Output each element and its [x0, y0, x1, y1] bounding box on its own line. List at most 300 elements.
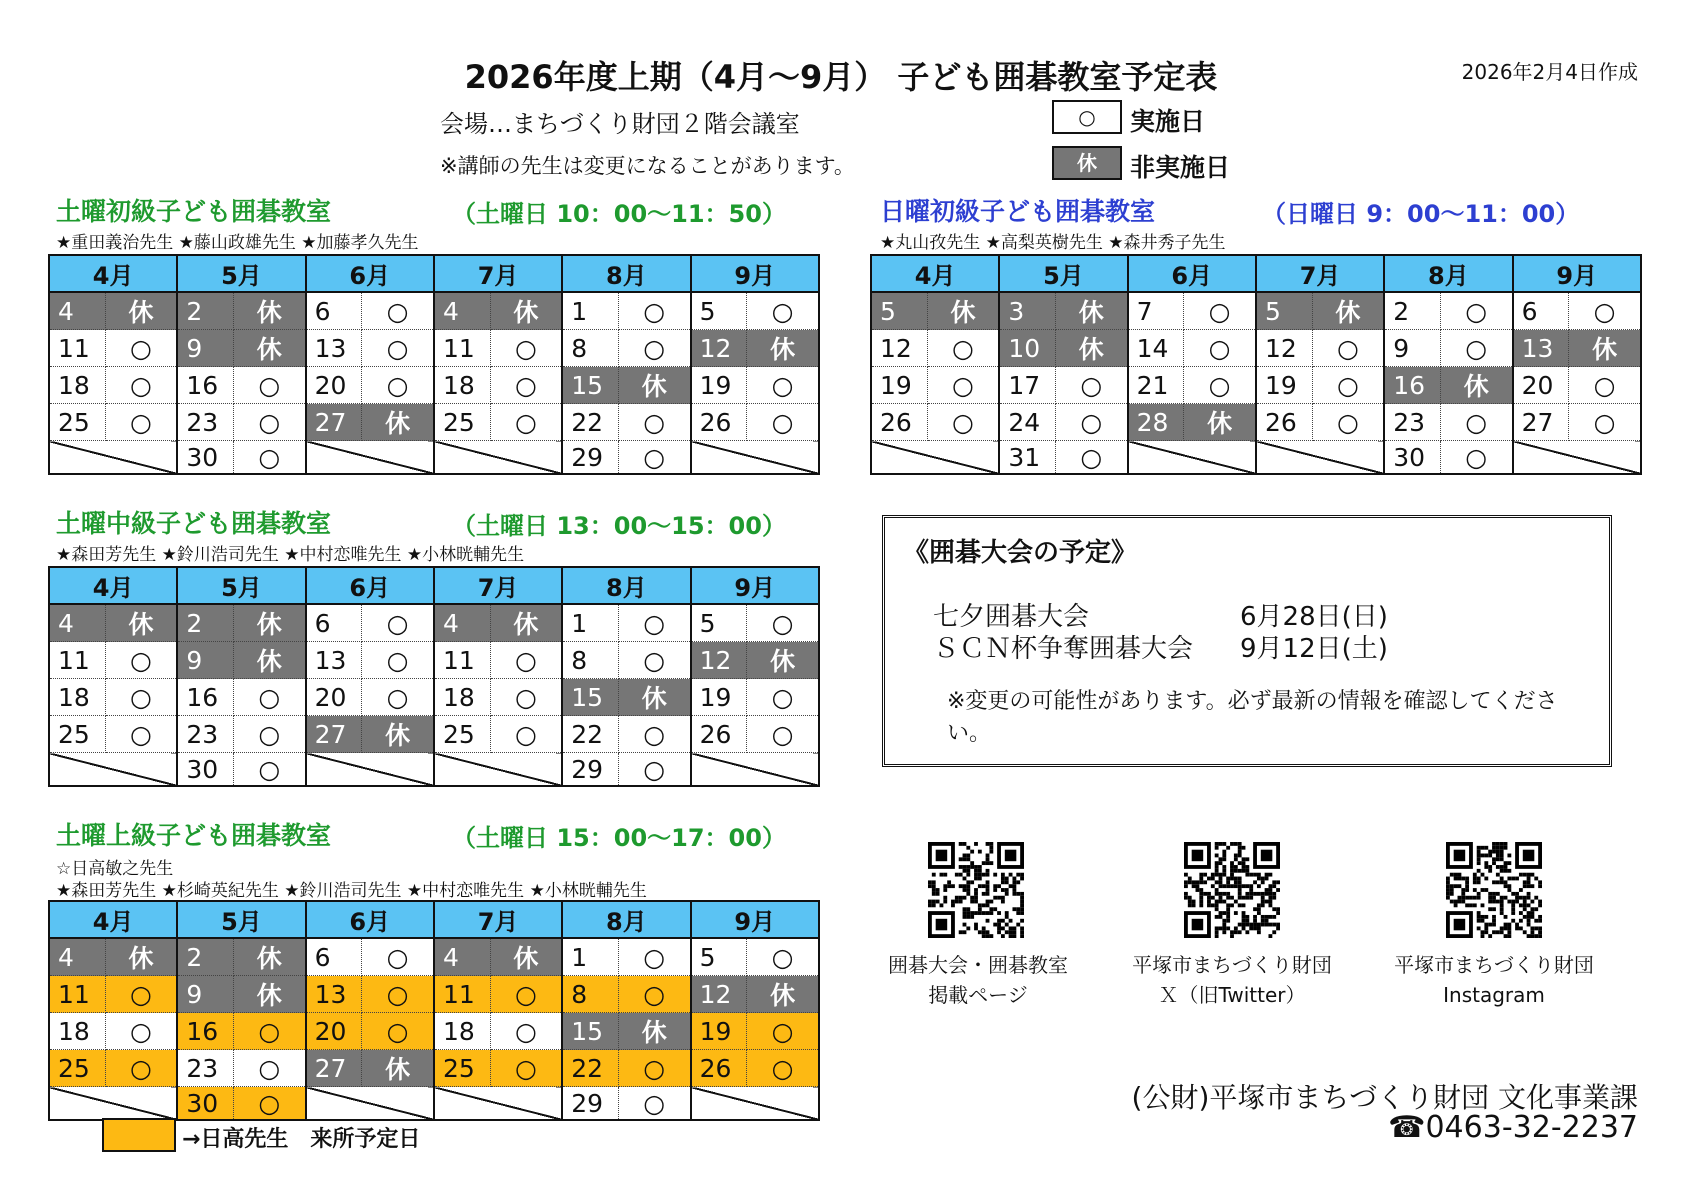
calendar-week-row [871, 404, 1641, 441]
held-day-mark: ○ [747, 716, 819, 753]
off-day-mark: 休 [618, 1013, 690, 1050]
calendar-week-row [49, 753, 819, 787]
month-header: 8月 [1384, 255, 1512, 292]
month-header: 8月 [562, 255, 690, 292]
month-header: 5月 [177, 567, 305, 604]
date-cell: 27 [306, 404, 362, 441]
held-day-mark: ○ [105, 976, 177, 1013]
month-header: 5月 [177, 255, 305, 292]
month-header: 7月 [1256, 255, 1384, 292]
held-day-mark: ○ [618, 441, 690, 475]
date-cell: 13 [306, 976, 362, 1013]
held-day-mark: ○ [233, 753, 305, 787]
date-cell: 2 [1384, 292, 1440, 330]
date-cell: 9 [1384, 330, 1440, 367]
date-cell: 19 [691, 1013, 747, 1050]
date-cell: 18 [434, 1013, 490, 1050]
calendar-week-row [49, 330, 819, 367]
page-title: 2026年度上期（4月～9月） 子ども囲碁教室予定表 [464, 58, 1218, 96]
date-cell: 14 [1128, 330, 1184, 367]
date-cell: 24 [999, 404, 1055, 441]
held-day-mark: ○ [1055, 367, 1127, 404]
month-header: 4月 [49, 255, 177, 292]
calendar-week-row [49, 642, 819, 679]
date-cell: 26 [691, 404, 747, 441]
held-day-mark: ○ [618, 716, 690, 753]
date-cell: 25 [49, 716, 105, 753]
calendar-week-row [49, 1013, 819, 1050]
tournament-event-date: 6月28日(日) [1240, 602, 1388, 632]
month-header: 8月 [562, 567, 690, 604]
date-cell: 8 [562, 330, 618, 367]
calendar-week-row [49, 679, 819, 716]
held-day-mark: ○ [490, 716, 562, 753]
held-day-mark: ○ [362, 1013, 434, 1050]
held-day-mark: ○ [747, 367, 819, 404]
date-cell: 27 [306, 1050, 362, 1087]
held-day-mark: ○ [233, 404, 305, 441]
held-day-mark: ○ [233, 1050, 305, 1087]
held-day-mark: ○ [927, 367, 999, 404]
date-cell: 12 [691, 642, 747, 679]
teachers-sat-advanced-assist: ★森田芳先生 ★杉崎英紀先生 ★鈴川浩司先生 ★中村恋唯先生 ★小林晄輔先生 [56, 881, 647, 901]
held-day-mark: ○ [747, 1013, 819, 1050]
date-cell: 12 [691, 976, 747, 1013]
date-cell: 30 [177, 441, 233, 475]
held-day-mark: ○ [1184, 330, 1256, 367]
date-cell: 11 [434, 642, 490, 679]
held-day-mark: ○ [105, 642, 177, 679]
off-day-mark: 休 [233, 330, 305, 367]
held-day-mark: ○ [1440, 441, 1512, 475]
calendar-week-row [871, 367, 1641, 404]
month-header: 8月 [562, 901, 690, 938]
month-header: 7月 [434, 255, 562, 292]
calendar-header-row [871, 255, 1641, 292]
date-cell: 16 [177, 367, 233, 404]
highlight-legend-swatch [102, 1118, 176, 1152]
qr-caption-line: 平塚市まちづくり財団 [1132, 953, 1332, 977]
held-day-mark: ○ [927, 330, 999, 367]
date-cell: 5 [1256, 292, 1312, 330]
empty-cell [1128, 441, 1256, 475]
date-cell: 4 [49, 292, 105, 330]
empty-cell [434, 753, 562, 787]
date-cell: 4 [434, 292, 490, 330]
class-time-sun-beginner: （日曜日 9：00～11：00） [1262, 200, 1580, 228]
held-day-mark: ○ [105, 330, 177, 367]
empty-cell [49, 1087, 177, 1121]
date-cell: 27 [306, 716, 362, 753]
date-cell: 23 [177, 716, 233, 753]
date-cell: 21 [1128, 367, 1184, 404]
held-day-mark: ○ [490, 1050, 562, 1087]
date-cell: 11 [49, 976, 105, 1013]
date-cell: 26 [1256, 404, 1312, 441]
held-day-mark: ○ [105, 1013, 177, 1050]
date-cell: 30 [1384, 441, 1440, 475]
off-day-mark: 休 [362, 1050, 434, 1087]
date-cell: 19 [871, 367, 927, 404]
held-day-mark: ○ [618, 404, 690, 441]
tournament-event-date: 9月12日(土) [1240, 634, 1388, 664]
held-day-mark: ○ [747, 938, 819, 976]
date-cell: 7 [1128, 292, 1184, 330]
class-time-sat-beginner: （土曜日 10：00～11：50） [452, 200, 786, 228]
legend-off-box: 休 [1052, 146, 1122, 180]
off-day-mark: 休 [105, 938, 177, 976]
date-cell: 2 [177, 938, 233, 976]
off-day-mark: 休 [747, 976, 819, 1013]
calendar-week-row [49, 441, 819, 475]
month-header: 9月 [691, 255, 819, 292]
class-time-sat-intermediate: （土曜日 13：00～15：00） [452, 512, 786, 540]
month-header: 9月 [691, 567, 819, 604]
calendar-week-row [49, 404, 819, 441]
empty-cell [1513, 441, 1641, 475]
date-cell: 19 [691, 679, 747, 716]
date-cell: 16 [1384, 367, 1440, 404]
off-day-mark: 休 [490, 938, 562, 976]
held-day-mark: ○ [1055, 441, 1127, 475]
date-cell: 5 [691, 292, 747, 330]
date-cell: 29 [562, 753, 618, 787]
date-cell: 18 [49, 679, 105, 716]
highlight-legend-label: →日高先生 来所予定日 [182, 1127, 421, 1152]
calendar-header-row [49, 567, 819, 604]
held-day-mark: ○ [1312, 330, 1384, 367]
empty-cell [49, 753, 177, 787]
off-day-mark: 休 [233, 642, 305, 679]
held-day-mark: ○ [233, 1087, 305, 1121]
date-cell: 23 [177, 1050, 233, 1087]
date-cell: 4 [49, 604, 105, 642]
held-day-mark: ○ [105, 367, 177, 404]
off-day-mark: 休 [927, 292, 999, 330]
date-cell: 25 [434, 1050, 490, 1087]
held-day-mark: ○ [1440, 404, 1512, 441]
date-cell: 26 [691, 716, 747, 753]
class-title-sun-beginner: 日曜初級子ども囲碁教室 [880, 197, 1156, 226]
date-cell: 2 [177, 604, 233, 642]
off-day-mark: 休 [233, 938, 305, 976]
held-day-mark: ○ [747, 1050, 819, 1087]
date-cell: 25 [434, 404, 490, 441]
date-cell: 15 [562, 679, 618, 716]
phone-number-text: 0463-32-2237 [1425, 1110, 1638, 1145]
held-day-mark: ○ [618, 330, 690, 367]
date-cell: 26 [871, 404, 927, 441]
month-header: 5月 [177, 901, 305, 938]
date-cell: 9 [177, 642, 233, 679]
date-cell: 20 [306, 367, 362, 404]
month-header: 9月 [1513, 255, 1641, 292]
date-cell: 5 [691, 938, 747, 976]
held-day-mark: ○ [362, 976, 434, 1013]
qr-caption-line: Ｘ（旧Twitter） [1158, 983, 1306, 1007]
date-cell: 20 [1513, 367, 1569, 404]
calendar-week-row [49, 938, 819, 976]
off-day-mark: 休 [490, 292, 562, 330]
date-cell: 15 [562, 1013, 618, 1050]
held-day-mark: ○ [1055, 404, 1127, 441]
calendar-sun-beginner [870, 254, 1642, 475]
date-cell: 22 [562, 404, 618, 441]
date-cell: 12 [691, 330, 747, 367]
held-day-mark: ○ [1440, 292, 1512, 330]
date-cell: 10 [999, 330, 1055, 367]
teachers-sun-beginner: ★丸山孜先生 ★高梨英樹先生 ★森井秀子先生 [880, 233, 1226, 253]
held-day-mark: ○ [233, 367, 305, 404]
qr-caption [1382, 950, 1606, 1010]
date-cell: 18 [434, 679, 490, 716]
held-day-mark: ○ [490, 330, 562, 367]
off-day-mark: 休 [490, 604, 562, 642]
held-day-mark: ○ [362, 938, 434, 976]
off-day-mark: 休 [618, 679, 690, 716]
month-header: 7月 [434, 567, 562, 604]
empty-cell [306, 1087, 434, 1121]
held-day-mark: ○ [618, 292, 690, 330]
held-day-mark: ○ [618, 642, 690, 679]
held-day-mark: ○ [1184, 367, 1256, 404]
date-cell: 16 [177, 679, 233, 716]
held-day-mark: ○ [1312, 404, 1384, 441]
date-cell: 20 [306, 1013, 362, 1050]
calendar-week-row [49, 367, 819, 404]
date-cell: 13 [306, 330, 362, 367]
calendar-week-row [49, 1050, 819, 1087]
held-day-mark: ○ [618, 753, 690, 787]
calendar-week-row [49, 1087, 819, 1121]
held-day-mark: ○ [747, 292, 819, 330]
off-day-mark: 休 [362, 404, 434, 441]
empty-cell [306, 753, 434, 787]
phone-icon: ☎ [1388, 1110, 1426, 1145]
month-header: 9月 [691, 901, 819, 938]
date-cell: 25 [434, 716, 490, 753]
date-cell: 18 [49, 1013, 105, 1050]
teacher-change-note: ※講師の先生は変更になることがあります。 [440, 154, 855, 178]
calendar-week-row [49, 604, 819, 642]
empty-cell [434, 441, 562, 475]
date-cell: 26 [691, 1050, 747, 1087]
calendar-header-row [49, 255, 819, 292]
date-cell: 1 [562, 292, 618, 330]
held-day-mark: ○ [490, 976, 562, 1013]
calendar-week-row [871, 441, 1641, 475]
off-day-mark: 休 [747, 330, 819, 367]
qr-code-icon[interactable] [1184, 842, 1280, 938]
held-day-mark: ○ [1569, 404, 1641, 441]
date-cell: 15 [562, 367, 618, 404]
held-day-mark: ○ [747, 679, 819, 716]
held-day-mark: ○ [362, 367, 434, 404]
class-time-sat-advanced: （土曜日 15：00～17：00） [452, 824, 786, 852]
class-title-sat-intermediate: 土曜中級子ども囲碁教室 [56, 509, 332, 538]
date-cell: 9 [177, 330, 233, 367]
date-cell: 6 [1513, 292, 1569, 330]
held-day-mark: ○ [233, 1013, 305, 1050]
held-day-mark: ○ [618, 604, 690, 642]
off-day-mark: 休 [1440, 367, 1512, 404]
organization-name: (公財)平塚市まちづくり財団 文化事業課 [1131, 1081, 1638, 1114]
empty-cell [434, 1087, 562, 1121]
off-day-mark: 休 [362, 716, 434, 753]
held-day-mark: ○ [490, 367, 562, 404]
date-cell: 4 [49, 938, 105, 976]
date-cell: 11 [49, 330, 105, 367]
qr-code-icon[interactable] [1446, 842, 1542, 938]
month-header: 6月 [306, 255, 434, 292]
date-cell: 18 [434, 367, 490, 404]
date-cell: 13 [306, 642, 362, 679]
qr-caption [1120, 950, 1344, 1010]
tournament-box [882, 515, 1612, 767]
off-day-mark: 休 [1055, 292, 1127, 330]
date-cell: 4 [434, 604, 490, 642]
date-cell: 11 [49, 642, 105, 679]
date-cell: 30 [177, 1087, 233, 1121]
held-day-mark: ○ [362, 604, 434, 642]
qr-caption-line: 掲載ページ [928, 983, 1028, 1007]
empty-cell [871, 441, 999, 475]
off-day-mark: 休 [233, 604, 305, 642]
date-cell: 8 [562, 976, 618, 1013]
held-day-mark: ○ [618, 1050, 690, 1087]
date-cell: 31 [999, 441, 1055, 475]
date-cell: 1 [562, 604, 618, 642]
empty-cell [306, 441, 434, 475]
qr-caption-line: 囲碁大会・囲碁教室 [888, 953, 1068, 977]
date-cell: 18 [49, 367, 105, 404]
qr-caption-line: 平塚市まちづくり財団 [1394, 953, 1594, 977]
date-cell: 23 [1384, 404, 1440, 441]
month-header: 4月 [49, 901, 177, 938]
held-day-mark: ○ [233, 441, 305, 475]
teachers-sat-beginner: ★重田義治先生 ★藤山政雄先生 ★加藤孝久先生 [56, 233, 419, 253]
empty-cell [1256, 441, 1384, 475]
class-title-sat-advanced: 土曜上級子ども囲碁教室 [56, 821, 332, 850]
off-day-mark: 休 [233, 292, 305, 330]
off-day-mark: 休 [105, 604, 177, 642]
held-day-mark: ○ [1312, 367, 1384, 404]
date-cell: 8 [562, 642, 618, 679]
legend-held-box: ○ [1052, 100, 1122, 134]
date-cell: 25 [49, 404, 105, 441]
held-day-mark: ○ [105, 716, 177, 753]
date-cell: 27 [1513, 404, 1569, 441]
date-cell: 4 [434, 938, 490, 976]
class-title-sat-beginner: 土曜初級子ども囲碁教室 [56, 197, 332, 226]
date-cell: 5 [871, 292, 927, 330]
date-cell: 20 [306, 679, 362, 716]
created-date: 2026年2月4日作成 [1461, 60, 1638, 84]
qr-caption-line: Instagram [1443, 983, 1545, 1007]
off-day-mark: 休 [1184, 404, 1256, 441]
held-day-mark: ○ [618, 938, 690, 976]
calendar-week-row [49, 292, 819, 330]
venue-text: 会場…まちづくり財団２階会議室 [440, 110, 800, 138]
held-day-mark: ○ [1569, 367, 1641, 404]
held-day-mark: ○ [1440, 330, 1512, 367]
date-cell: 19 [691, 367, 747, 404]
date-cell: 22 [562, 716, 618, 753]
legend-held-label: 実施日 [1130, 107, 1206, 136]
held-day-mark: ○ [747, 404, 819, 441]
off-day-mark: 休 [618, 367, 690, 404]
calendar-header-row [49, 901, 819, 938]
month-header: 4月 [871, 255, 999, 292]
date-cell: 11 [434, 330, 490, 367]
off-day-mark: 休 [233, 976, 305, 1013]
date-cell: 12 [1256, 330, 1312, 367]
off-day-mark: 休 [105, 292, 177, 330]
tournament-title: 《囲碁大会の予定》 [903, 538, 1138, 568]
date-cell: 29 [562, 1087, 618, 1121]
held-day-mark: ○ [362, 330, 434, 367]
qr-caption [866, 950, 1090, 1010]
calendar-sat-beginner [48, 254, 820, 475]
phone-number [1388, 1110, 1638, 1145]
off-day-mark: 休 [1569, 330, 1641, 367]
date-cell: 28 [1128, 404, 1184, 441]
held-day-mark: ○ [105, 404, 177, 441]
held-day-mark: ○ [1569, 292, 1641, 330]
empty-cell [691, 1087, 819, 1121]
calendar-sat-advanced [48, 900, 820, 1121]
held-day-mark: ○ [105, 1050, 177, 1087]
date-cell: 6 [306, 938, 362, 976]
date-cell: 5 [691, 604, 747, 642]
held-day-mark: ○ [362, 292, 434, 330]
held-day-mark: ○ [233, 679, 305, 716]
date-cell: 6 [306, 604, 362, 642]
held-day-mark: ○ [105, 679, 177, 716]
date-cell: 2 [177, 292, 233, 330]
month-header: 4月 [49, 567, 177, 604]
held-day-mark: ○ [618, 976, 690, 1013]
held-day-mark: ○ [362, 679, 434, 716]
tournament-note: ※変更の可能性があります。必ず最新の情報を確認してください。 [947, 689, 1558, 746]
month-header: 7月 [434, 901, 562, 938]
date-cell: 25 [49, 1050, 105, 1087]
date-cell: 6 [306, 292, 362, 330]
held-day-mark: ○ [1184, 292, 1256, 330]
held-day-mark: ○ [490, 404, 562, 441]
date-cell: 16 [177, 1013, 233, 1050]
held-day-mark: ○ [927, 404, 999, 441]
off-day-mark: 休 [747, 642, 819, 679]
date-cell: 9 [177, 976, 233, 1013]
month-header: 6月 [1128, 255, 1256, 292]
empty-cell [691, 753, 819, 787]
date-cell: 19 [1256, 367, 1312, 404]
legend-off-label: 非実施日 [1130, 153, 1231, 182]
tournament-event-name: 七夕囲碁大会 [933, 602, 1090, 632]
date-cell: 3 [999, 292, 1055, 330]
off-day-mark: 休 [1312, 292, 1384, 330]
held-day-mark: ○ [747, 604, 819, 642]
held-day-mark: ○ [490, 1013, 562, 1050]
held-day-mark: ○ [362, 642, 434, 679]
month-header: 5月 [999, 255, 1127, 292]
month-header: 6月 [306, 567, 434, 604]
empty-cell [49, 441, 177, 475]
date-cell: 17 [999, 367, 1055, 404]
qr-code-icon[interactable] [928, 842, 1024, 938]
calendar-week-row [49, 716, 819, 753]
